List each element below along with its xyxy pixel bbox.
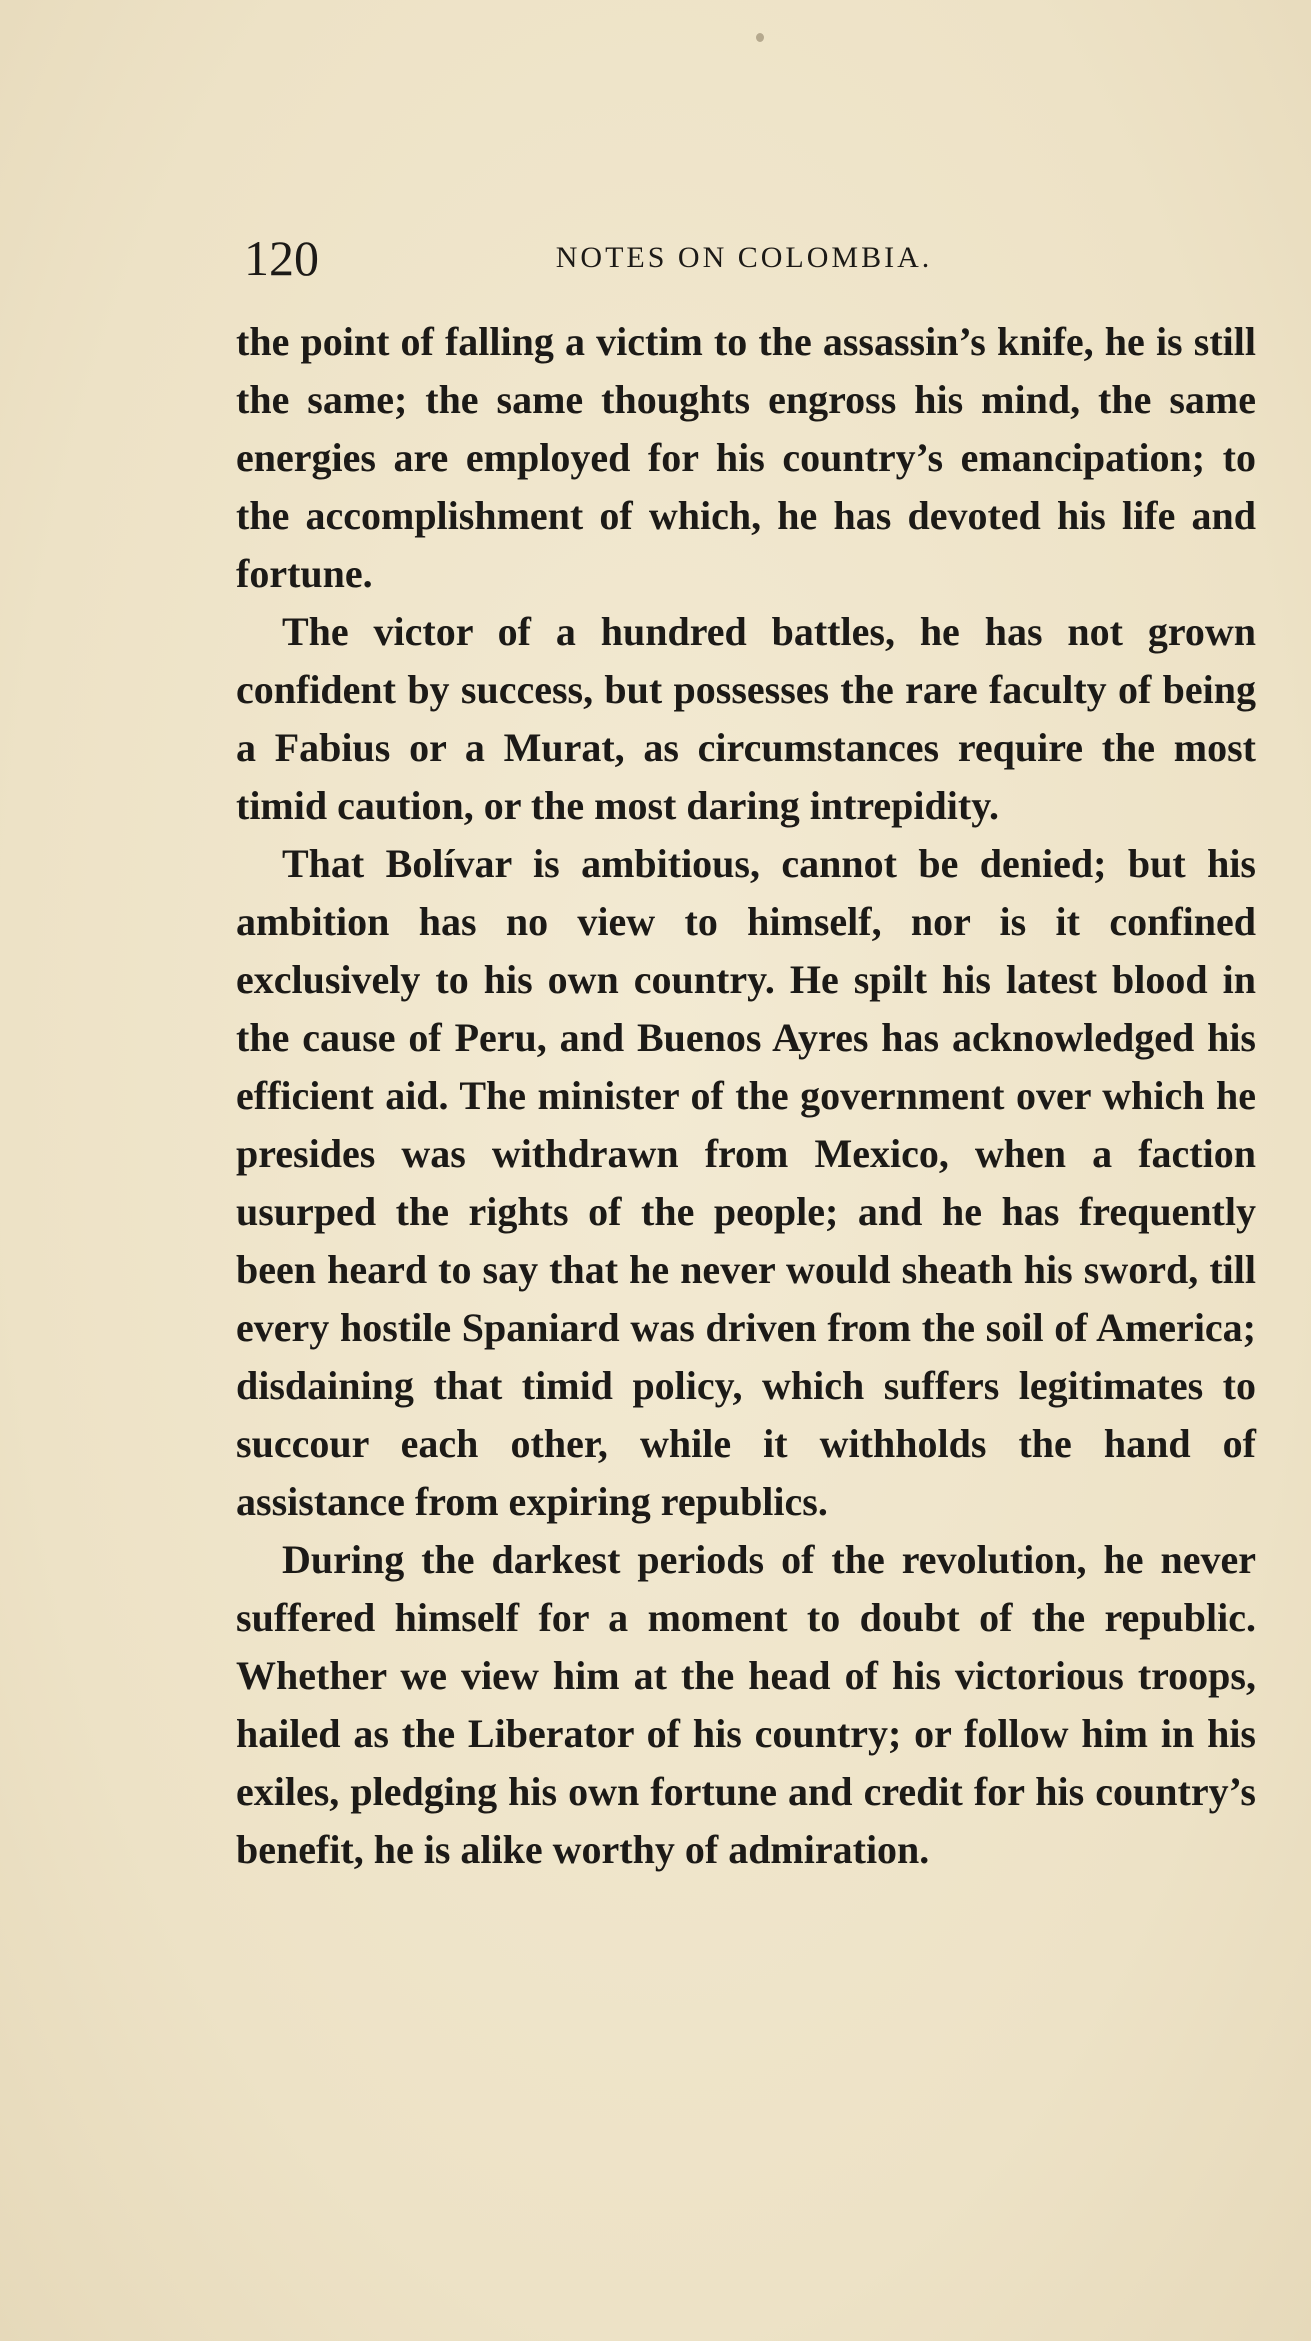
- paragraph: The victor of a hundred battles, he has not grown confident by success, but possesses the rare faculty of being a Fabius or a Murat, as circumstances require the most timid caution, or the most daring intrepidity.: [236, 609, 1256, 828]
- running-head: NOTES ON COLOMBIA.: [555, 241, 933, 274]
- page-number: 120: [244, 230, 319, 286]
- page-header: [234, 228, 1254, 288]
- body-text: [236, 313, 1256, 1879]
- paragraph-continued: the point of falling a victim to the assassin’s knife, he is still the same; the same thoughts engross his mind, the same energies are employed for his country’s emancipation; to the accomplishment of which, he has devoted his life and fortune.: [236, 319, 1256, 596]
- paper-blemish: [756, 33, 764, 42]
- paragraph: That Bolívar is ambitious, cannot be denied; but his ambition has no view to himself, nor is it confined exclusively to his own country. He spilt his latest blood in the cause of Peru, and Buenos Ayres has acknowledged his efficient aid. The minister of the government over which he presides was withdrawn from Mexico, when a faction usurped the rights of the people; and he has frequently been heard to say that he never would sheath his sword, till every hostile Spaniard was driven from the soil of America; disdaining that timid policy, which suffers legitimates to succour each other, while it withholds the hand of assistance from expiring republics.: [236, 841, 1256, 1524]
- paragraph: During the darkest periods of the revolution, he never suffered himself for a moment to doubt of the republic. Whether we view him at the head of his victorious troops, hailed as the Liberator of his country; or follow him in his exiles, pledging his own fortune and credit for his country’s benefit, he is alike worthy of admiration.: [236, 1537, 1256, 1872]
